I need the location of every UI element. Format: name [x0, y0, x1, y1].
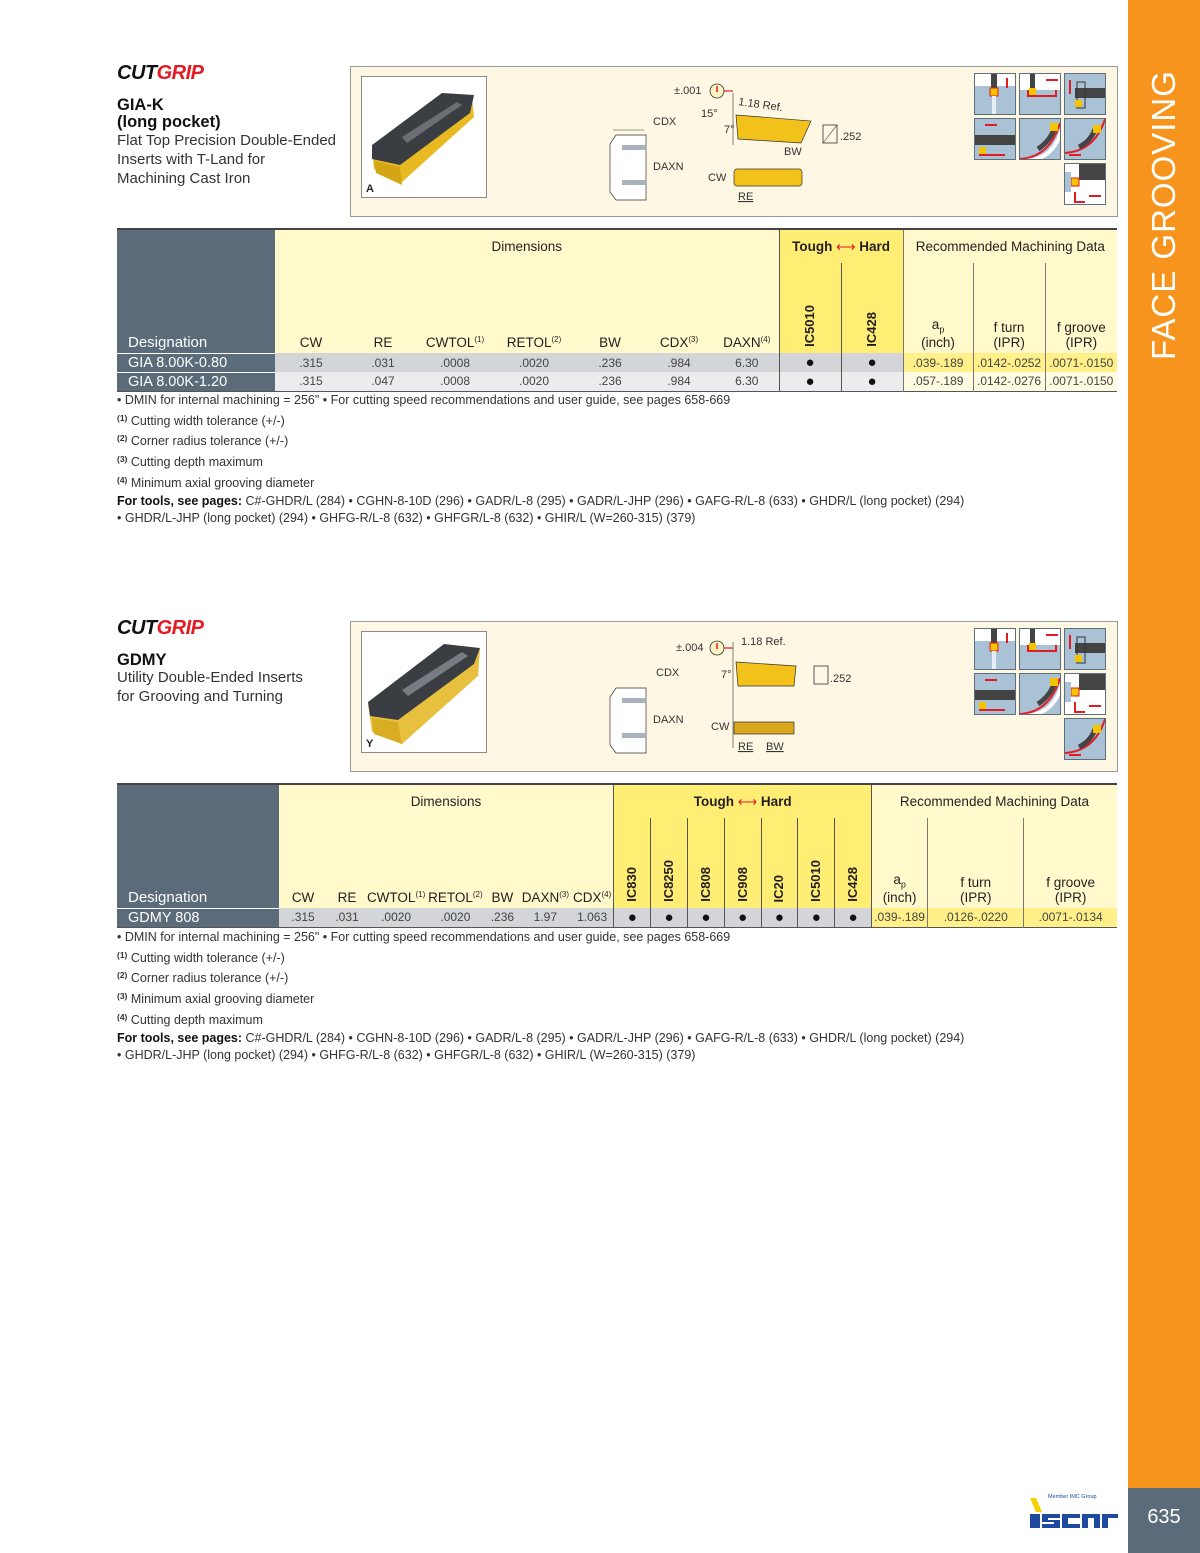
grade-available-dot: ● [841, 372, 903, 391]
desc-line: Machining Cast Iron [117, 170, 251, 187]
svg-text:1.18 Ref.: 1.18 Ref. [737, 96, 784, 115]
desc-line: Flat Top Precision Double-Ended [117, 132, 337, 149]
grade-hard-label: Hard [859, 238, 890, 254]
brand-cut: CUT [117, 62, 157, 84]
cell-ap: .057-.189 [903, 372, 973, 391]
desc-line: Inserts with T-Land for [117, 151, 266, 168]
iscar-logo-icon [1028, 1494, 1120, 1534]
tools-list: C#-GHDR/L (284) • CGHN-8-10D (296) • GADR/L-8 (295) • GADR/L-JHP (296) • GAFG-R/L-8 (633) • GHDR/L (long pocket) (294) [242, 493, 965, 508]
cell-cwtol: .0008 [419, 372, 491, 391]
section-tab-label: FACE GROOVING [1145, 70, 1182, 360]
svg-text:7°: 7° [721, 669, 732, 681]
cell-cw: .315 [279, 908, 328, 927]
technical-drawing-panel [350, 66, 1118, 217]
spec-table-gia-k [117, 228, 1117, 392]
grade-tough-label: Tough [693, 793, 734, 809]
cell-daxn: 1.97 [520, 908, 571, 927]
svg-text:BW: BW [766, 741, 784, 753]
insert-photo [361, 76, 487, 198]
table-row [117, 353, 1117, 372]
insert-type-letter: A [366, 183, 374, 195]
spec-table-gdmy [117, 783, 1117, 928]
footnote: $^{(4)}$ Cutting depth maximum [117, 1011, 263, 1027]
logo-member-text: Member IMC Group [1048, 1494, 1097, 1500]
grade-available-dot: ● [798, 908, 835, 927]
designation-cell: GDMY 808 [117, 908, 279, 927]
footnote: $^{(3)}$ Cutting depth maximum [117, 454, 263, 470]
face-grooving-icon [974, 73, 1016, 115]
col-grade-ic428: IC428 [841, 263, 903, 353]
cell-cw: .315 [275, 353, 347, 372]
col-cwtol: CWTOL$^{(1)}$ [366, 818, 425, 908]
cutgrip-brand [117, 62, 204, 85]
cell-re: .047 [347, 372, 419, 391]
dimensions-header: Dimensions [275, 229, 779, 263]
product-title-line2: (long pocket) [117, 113, 221, 131]
insert-photo-image [362, 632, 486, 752]
product-description [117, 131, 336, 188]
footnote: $^{(2)}$ Corner radius tolerance (+/-) [117, 970, 289, 986]
brand-grip: GRIP [156, 617, 204, 639]
cell-re: .031 [328, 908, 367, 927]
svg-text:RE: RE [738, 741, 754, 753]
cell-cdx: .984 [643, 372, 715, 391]
page-number: 635 [1147, 1506, 1181, 1528]
cell-f-turn: .0126-.0220 [928, 908, 1024, 927]
insert-type-letter: Y [366, 738, 374, 750]
face-grooving-icon [974, 628, 1016, 670]
product-title-line1: GDMY [117, 651, 167, 669]
cell-cwtol: .0008 [419, 353, 491, 372]
designation-cell: GIA 8.00K-0.80 [117, 353, 275, 372]
col-re: RE [328, 818, 367, 908]
col-f-turn: f turn (IPR) [928, 818, 1024, 908]
footnote: $^{(2)}$ Corner radius tolerance (+/-) [117, 433, 289, 449]
grade-hard-label: Hard [760, 793, 792, 809]
tough-hard-arrow-icon: ⟷ [836, 238, 856, 254]
col-re: RE [347, 263, 419, 353]
svg-text:CW: CW [708, 172, 727, 184]
cell-daxn: 6.30 [715, 372, 779, 391]
col-grade-ic428: IC428 [835, 818, 872, 908]
svg-text:RE: RE [738, 191, 754, 203]
cell-f-turn: .0142-.0276 [973, 372, 1045, 391]
cell-f-groove: .0071-.0150 [1045, 372, 1117, 391]
cell-f-groove: .0071-.0150 [1045, 353, 1117, 372]
tough-hard-arrow-icon: ⟷ [737, 793, 758, 809]
svg-text:BW: BW [784, 146, 802, 158]
cell-cdx: .984 [643, 353, 715, 372]
insert-photo [361, 631, 487, 753]
cell-bw: .236 [577, 353, 643, 372]
svg-text:±.001: ±.001 [674, 85, 702, 97]
col-retol: RETOL$^{(2)}$ [491, 263, 577, 353]
cell-retol: .0020 [426, 908, 485, 927]
dimensions-header: Dimensions [279, 784, 614, 818]
designation-header: Designation [117, 784, 279, 908]
back-turning-icon [1064, 163, 1106, 205]
tools-list-continued: • GHDR/L-JHP (long pocket) (294) • GHFG-R/L-8 (632) • GHFGR/L-8 (632) • GHIR/L (W=260-315) (379) [117, 511, 696, 526]
application-icons [974, 628, 1109, 768]
col-cdx: CDX$^{(3)}$ [643, 263, 715, 353]
grade-tough-label: Tough [792, 238, 833, 254]
cell-f-turn: .0142-.0252 [973, 353, 1045, 372]
cell-retol: .0020 [491, 353, 577, 372]
col-grade-ic830: IC830 [614, 818, 651, 908]
col-grade-ic908: IC908 [724, 818, 761, 908]
product-title-line1: GIA-K [117, 96, 164, 114]
internal-grooving-icon [1064, 73, 1106, 115]
svg-text:1.18 Ref.: 1.18 Ref. [741, 636, 786, 648]
desc-line: Utility Double-Ended Inserts [117, 669, 303, 686]
tools-reference [117, 493, 964, 511]
grade-available-dot: ● [724, 908, 761, 927]
svg-text:CDX: CDX [653, 116, 677, 128]
col-bw: BW [485, 818, 520, 908]
recommended-data-header: Recommended Machining Data [903, 229, 1117, 263]
col-grade-ic20: IC20 [761, 818, 798, 908]
insert-dimension-drawing [596, 630, 876, 760]
col-grade-ic808: IC808 [687, 818, 724, 908]
product-title [117, 97, 221, 131]
cell-retol: .0020 [491, 372, 577, 391]
cell-cdx: 1.063 [571, 908, 614, 927]
svg-text:.252: .252 [840, 131, 862, 143]
svg-text:7°: 7° [724, 124, 735, 136]
product-title [117, 652, 167, 669]
grade-available-dot: ● [761, 908, 798, 927]
col-f-groove: f groove (IPR) [1024, 818, 1117, 908]
svg-text:CDX: CDX [656, 667, 680, 679]
cutgrip-brand [117, 617, 204, 640]
note-dmin: • DMIN for internal machining = 256" • For cutting speed recommendations and user guide, see pages 658-669 [117, 930, 731, 944]
col-bw: BW [577, 263, 643, 353]
col-ap: $a_p$ (inch) [903, 263, 973, 353]
grade-available-dot: ● [841, 353, 903, 372]
col-cdx: CDX$^{(4)}$ [571, 818, 614, 908]
cell-ap: .039-.189 [871, 908, 927, 927]
cell-f-groove: .0071-.0134 [1024, 908, 1117, 927]
cell-cwtol: .0020 [366, 908, 425, 927]
recommended-data-header: Recommended Machining Data [871, 784, 1117, 818]
technical-drawing-panel [350, 621, 1118, 772]
face-turning-icon [1019, 628, 1061, 670]
tools-list: C#-GHDR/L (284) • CGHN-8-10D (296) • GADR/L-8 (295) • GADR/L-JHP (296) • GAFG-R/L-8 (633) • GHDR/L (long pocket) (294) [242, 1030, 965, 1045]
internal-turning-icon [974, 673, 1016, 715]
svg-text:±.004: ±.004 [676, 642, 704, 654]
col-grade-ic8250: IC8250 [651, 818, 688, 908]
col-grade-ic5010: IC5010 [798, 818, 835, 908]
application-icons [974, 73, 1109, 213]
designation-cell: GIA 8.00K-1.20 [117, 372, 275, 391]
grade-available-dot: ● [779, 353, 841, 372]
curved-turning-icon [1064, 718, 1106, 760]
grade-header [614, 784, 872, 818]
cell-bw: .236 [485, 908, 520, 927]
col-ap: $a_p$ (inch) [871, 818, 927, 908]
tools-label: For tools, see pages: [117, 1030, 243, 1045]
insert-dimension-drawing [596, 75, 876, 205]
back-turning-icon [1064, 673, 1106, 715]
cell-cw: .315 [275, 372, 347, 391]
iscar-logo [1028, 1494, 1120, 1534]
table-row [117, 372, 1117, 391]
cell-daxn: 6.30 [715, 353, 779, 372]
internal-grooving-icon [1064, 628, 1106, 670]
curved-turning-icon [1064, 118, 1106, 160]
cell-ap: .039-.189 [903, 353, 973, 372]
tools-label: For tools, see pages: [117, 493, 243, 508]
footnote: $^{(1)}$ Cutting width tolerance (+/-) [117, 412, 285, 428]
col-cw: CW [279, 818, 328, 908]
svg-text:DAXN: DAXN [653, 714, 684, 726]
tools-list-continued: • GHDR/L-JHP (long pocket) (294) • GHFG-R/L-8 (632) • GHFGR/L-8 (632) • GHIR/L (W=260-315) (379) [117, 1048, 696, 1063]
section-tab [1128, 0, 1200, 1480]
grade-available-dot: ● [651, 908, 688, 927]
col-daxn: DAXN$^{(3)}$ [520, 818, 571, 908]
grade-available-dot: ● [614, 908, 651, 927]
brand-grip: GRIP [156, 62, 204, 84]
col-f-turn: f turn (IPR) [973, 263, 1045, 353]
table-row [117, 908, 1117, 927]
table-notes [117, 392, 964, 528]
face-turning-icon [1019, 73, 1061, 115]
cell-bw: .236 [577, 372, 643, 391]
table-notes [117, 929, 964, 1065]
note-dmin: • DMIN for internal machining = 256" • For cutting speed recommendations and user guide, see pages 658-669 [117, 393, 731, 407]
svg-text:15°: 15° [701, 108, 718, 120]
brand-cut: CUT [117, 617, 157, 639]
insert-photo-image [362, 77, 486, 197]
designation-header: Designation [117, 229, 275, 353]
curved-grooving-icon [1019, 673, 1061, 715]
col-daxn: DAXN$^{(4)}$ [715, 263, 779, 353]
grade-header [779, 229, 903, 263]
svg-text:DAXN: DAXN [653, 161, 684, 173]
svg-text:.252: .252 [830, 673, 852, 685]
svg-text:CW: CW [711, 721, 730, 733]
footnote: $^{(4)}$ Minimum axial grooving diameter [117, 474, 315, 490]
tools-reference [117, 1030, 964, 1048]
desc-line: for Grooving and Turning [117, 688, 283, 705]
cell-re: .031 [347, 353, 419, 372]
footnote: $^{(1)}$ Cutting width tolerance (+/-) [117, 949, 285, 965]
curved-grooving-icon [1019, 118, 1061, 160]
grade-available-dot: ● [835, 908, 872, 927]
footnote: $^{(3)}$ Minimum axial grooving diameter [117, 991, 315, 1007]
col-retol: RETOL$^{(2)}$ [426, 818, 485, 908]
col-cwtol: CWTOL$^{(1)}$ [419, 263, 491, 353]
col-cw: CW [275, 263, 347, 353]
product-description [117, 668, 303, 706]
col-f-groove: f groove (IPR) [1045, 263, 1117, 353]
page-number-box [1128, 1480, 1200, 1553]
grade-available-dot: ● [779, 372, 841, 391]
internal-turning-icon [974, 118, 1016, 160]
grade-available-dot: ● [687, 908, 724, 927]
col-grade-ic5010: IC5010 [779, 263, 841, 353]
